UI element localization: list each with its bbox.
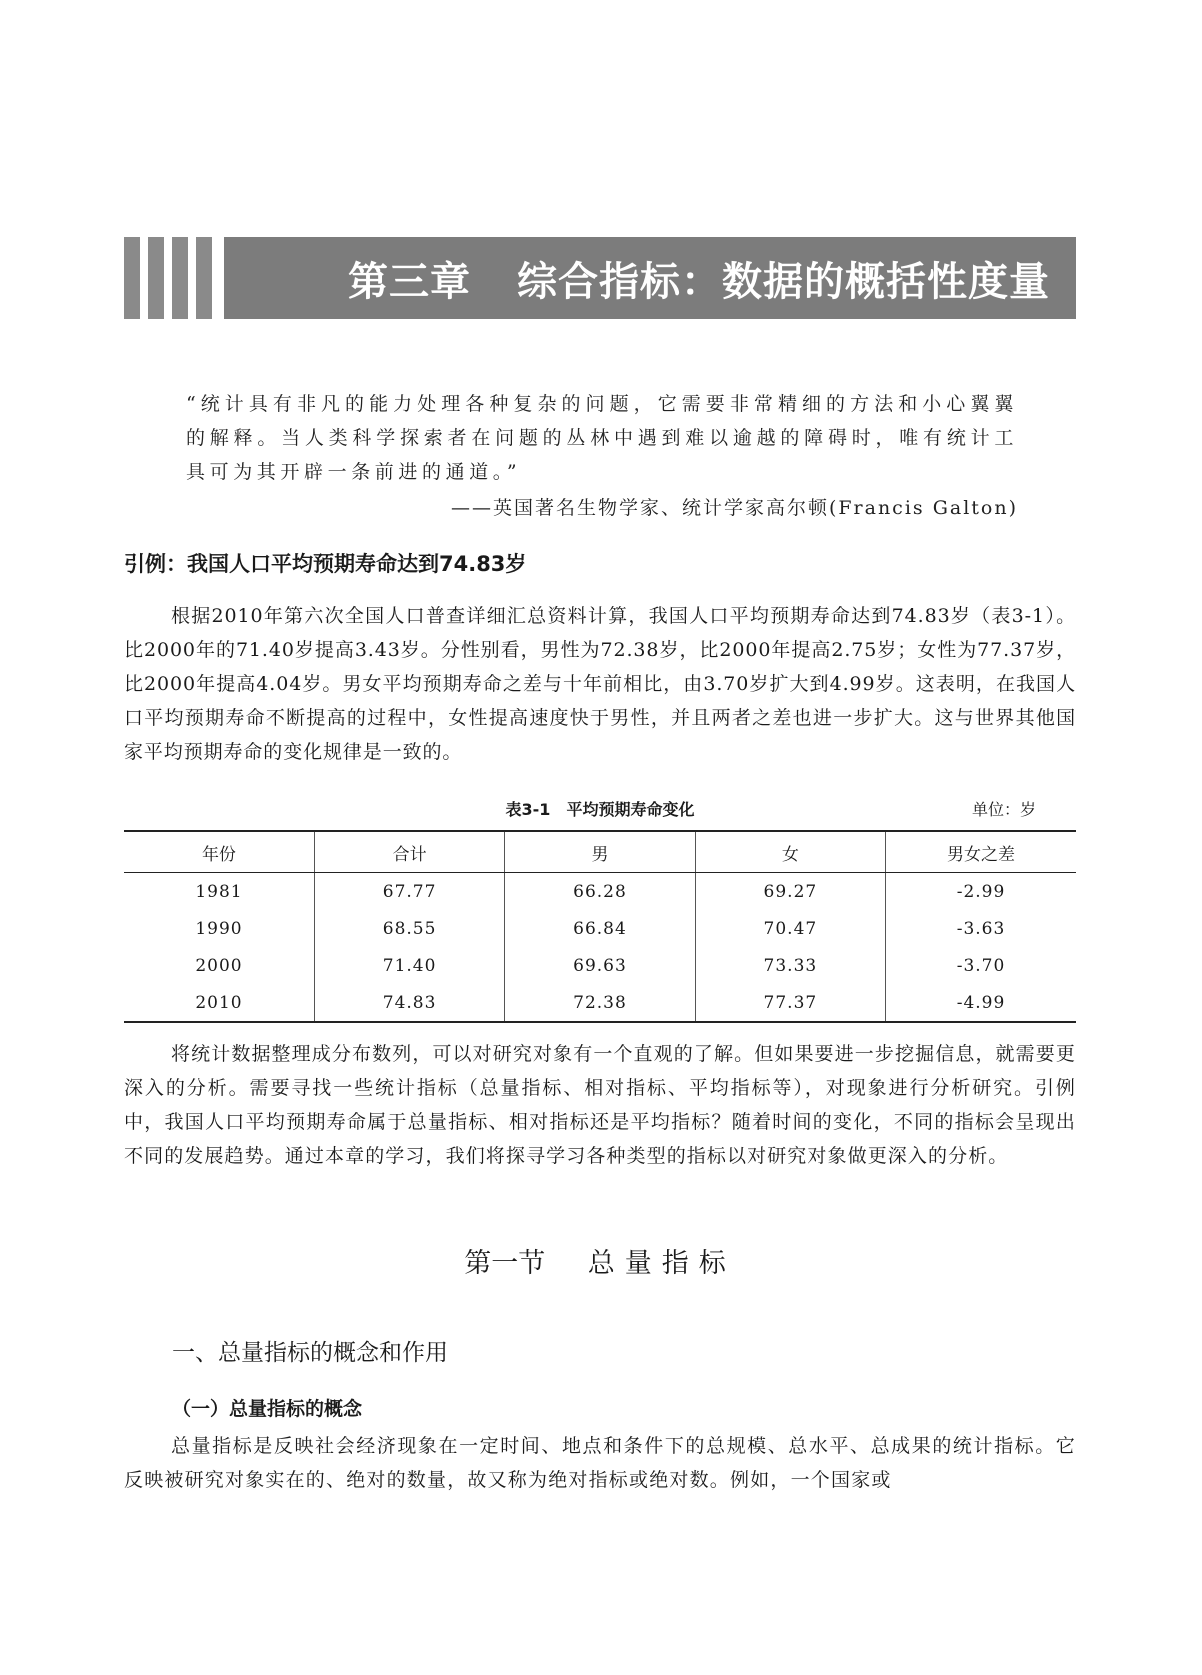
section-number: 第一节: [464, 1248, 546, 1279]
table-cell: 74.83: [314, 984, 504, 1022]
table-cell: 69.63: [505, 947, 695, 984]
column-header: 女: [695, 831, 885, 873]
subsection-heading: 一、总量指标的概念和作用: [172, 1340, 448, 1366]
section-name: 总量指标: [587, 1248, 736, 1279]
column-header: 男女之差: [886, 831, 1076, 873]
table-cell: 68.55: [314, 910, 504, 947]
table-cell: 73.33: [695, 947, 885, 984]
subsubsection-heading: （一）总量指标的概念: [172, 1398, 363, 1420]
table-cell: 2000: [195, 955, 243, 976]
table-cell: 71.40: [314, 947, 504, 984]
table-cell: 67.77: [314, 873, 504, 911]
epigraph-attribution: ——英国著名生物学家、统计学家高尔顿(Francis Galton): [450, 497, 1018, 519]
epigraph-quote: “统计具有非凡的能力处理各种复杂的问题，它需要非常精细的方法和小心翼翼的解释。当人类科学探索者在问题的丛林中遇到难以逾越的障碍时，唯有统计工具可为其开辟一条前进的通道。”: [186, 393, 1018, 483]
section-title: [124, 1241, 1076, 1280]
table-cell: -3.70: [886, 947, 1076, 984]
example-heading: 引例：我国人口平均预期寿命达到74.83岁: [124, 552, 527, 576]
column-header: 男: [505, 831, 695, 873]
chapter-header: [124, 237, 1076, 319]
example-paragraph: 根据2010年第六次全国人口普查详细汇总资料计算，我国人口平均预期寿命达到74.83岁（表3-1）。比2000年的71.40岁提高3.43岁。分性别看，男性为72.38岁，比2000年提高2.75岁；女性为77.37岁，比2000年提高4.04岁。男女平均预期寿命之差与十年前相比，由3.70岁扩大到4.99岁。这表明，在我国人口平均预期寿命不断提高的过程中，女性提高速度快于男性，并且两者之差也进一步扩大。这与世界其他国家平均预期寿命的变化规律是一致的。: [124, 605, 1076, 763]
life-expectancy-table: [124, 830, 1076, 1023]
table-cell: 77.37: [695, 984, 885, 1022]
table-cell: -4.99: [886, 984, 1076, 1022]
table-cell: 1990: [195, 918, 243, 939]
column-header: 年份: [124, 831, 314, 873]
intro-paragraph: 将统计数据整理成分布数列，可以对研究对象有一个直观的了解。但如果要进一步挖掘信息，就需要更深入的分析。需要寻找一些统计指标（总量指标、相对指标、平均指标等），对现象进行分析研究。引例中，我国人口平均预期寿命属于总量指标、相对指标还是平均指标？随着时间的变化，不同的指标会呈现出不同的发展趋势。通过本章的学习，我们将探寻学习各种类型的指标以对研究对象做更深入的分析。: [124, 1043, 1076, 1167]
table-cell: 69.27: [695, 873, 885, 911]
table-header-row: [124, 831, 1076, 873]
table-row: [124, 873, 1076, 911]
table-cell: 66.28: [505, 873, 695, 911]
decorative-bar: [172, 237, 188, 319]
column-header: 合计: [314, 831, 504, 873]
table-cell: 66.84: [505, 910, 695, 947]
table-unit: 单位：岁: [971, 800, 1036, 819]
definition-paragraph: 总量指标是反映社会经济现象在一定时间、地点和条件下的总规模、总水平、总成果的统计指标。它反映被研究对象实在的、绝对的数量，故又称为绝对指标或绝对数。例如，一个国家或: [124, 1435, 1076, 1491]
table-row: [124, 910, 1076, 947]
table-cell: 72.38: [505, 984, 695, 1022]
table-cell: -2.99: [886, 873, 1076, 911]
decorative-bar: [124, 237, 140, 319]
table-caption: 表3-1 平均预期寿命变化: [505, 800, 695, 819]
table-cell: -3.63: [886, 910, 1076, 947]
table-cell: 2010: [124, 984, 314, 1022]
table-row: [124, 947, 1076, 984]
table-row: [124, 984, 1076, 1022]
table-cell: 1981: [195, 881, 243, 902]
chapter-title-box: [224, 237, 1076, 319]
chapter-title: 综合指标：数据的概括性度量: [517, 258, 1050, 305]
decorative-bar: [196, 237, 212, 319]
epigraph: [186, 387, 1018, 525]
decorative-bar: [148, 237, 164, 319]
table-cell: 70.47: [695, 910, 885, 947]
table-caption-row: [124, 797, 1076, 825]
chapter-number: 第三章: [348, 258, 471, 305]
